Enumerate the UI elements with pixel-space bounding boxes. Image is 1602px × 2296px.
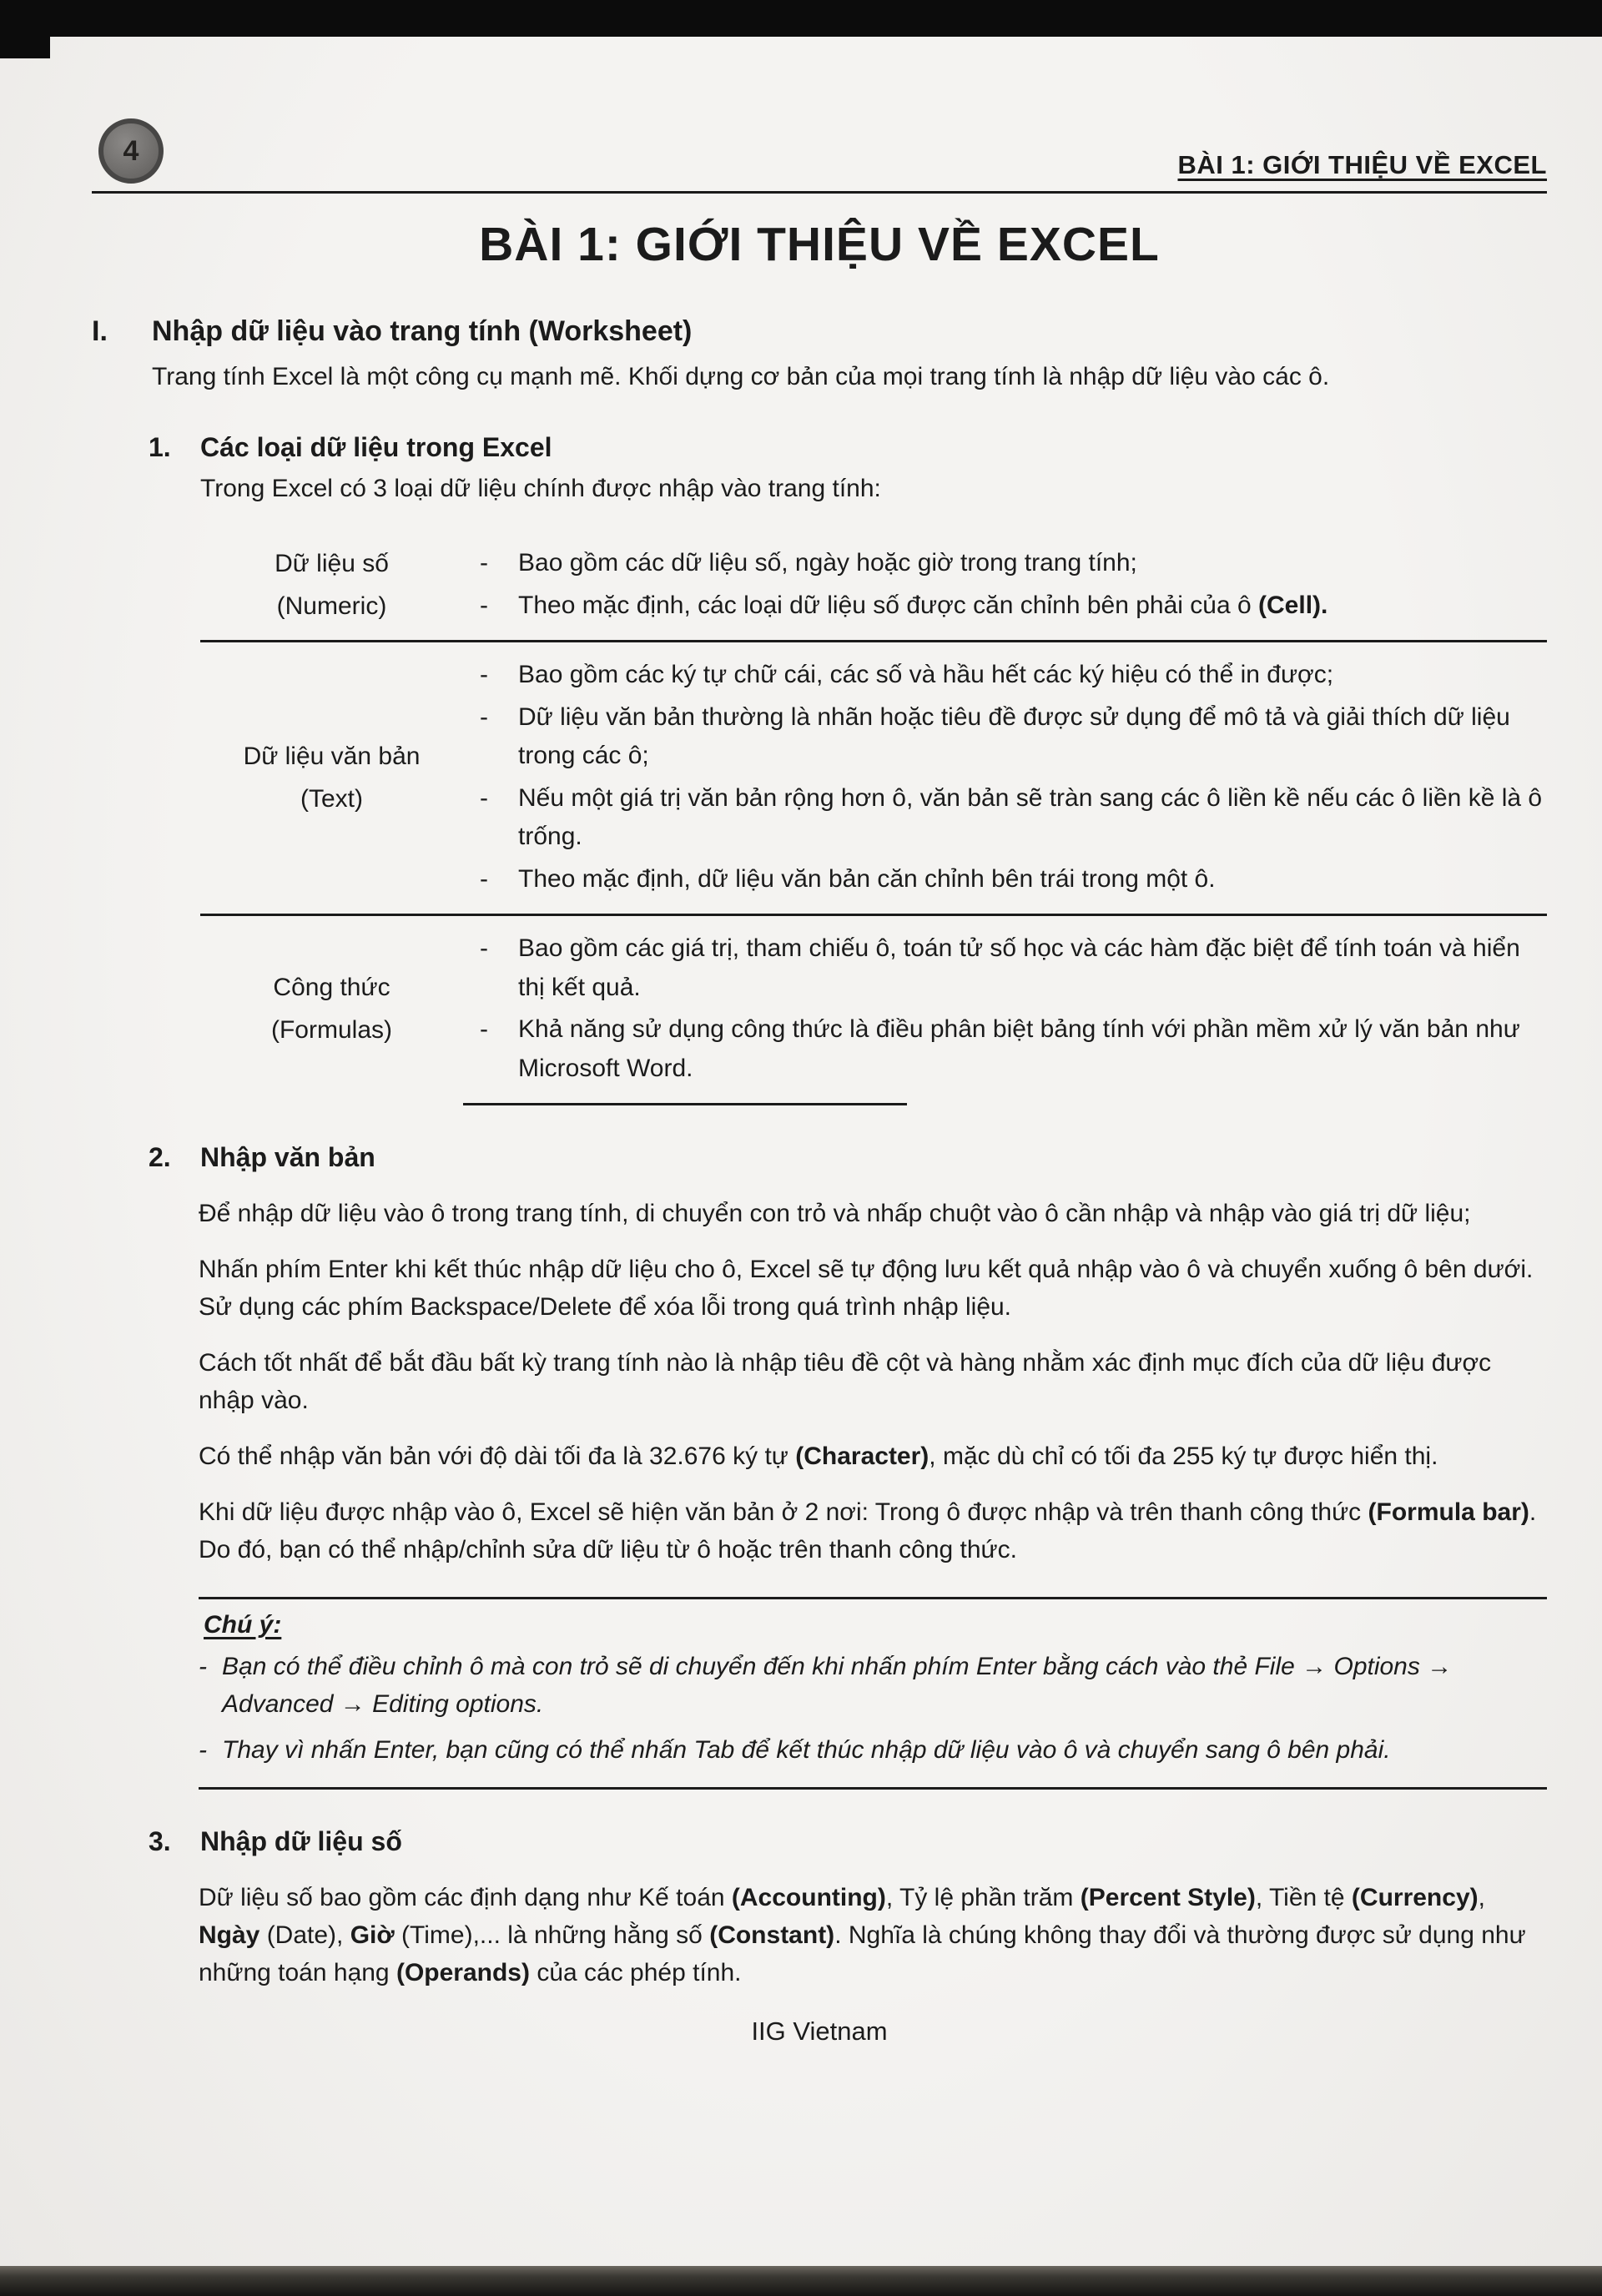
section-1-heading-row — [92, 315, 1547, 348]
header-rule — [92, 191, 1547, 194]
section-1-heading: Nhập dữ liệu vào trang tính (Worksheet) — [152, 315, 693, 347]
table-row-label-line: (Numeric) — [276, 592, 387, 620]
subsection-1-heading-row — [149, 432, 1547, 463]
subsection-3-heading-row — [149, 1826, 1547, 1857]
list-item — [480, 860, 1547, 899]
paragraph: Nhấn phím Enter khi kết thúc nhập dữ liệu cho ô, Excel sẽ tự động lưu kết quả nhập vào ô và chuyển xuống ô bên dưới. Sử dụng các phím Backspace/Delete để xóa lỗi trong quá trình nhập liệu. — [199, 1256, 1534, 1321]
paragraph: Khi dữ liệu được nhập vào ô, Excel sẽ hiện văn bản ở 2 nơi: Trong ô được nhập và trên thanh công thức (Formula bar). Do đó, bạn có thể nhập/chỉnh sửa dữ liệu từ ô hoặc trên thanh công thức. — [199, 1498, 1537, 1563]
table-row-label-line: Dữ liệu số — [275, 549, 389, 577]
table-bottom-rule — [463, 1103, 907, 1105]
subsection-2-heading: Nhập văn bản — [200, 1142, 375, 1172]
note-item — [199, 1648, 1547, 1723]
list-item — [480, 779, 1547, 857]
table-row-text — [200, 642, 1547, 916]
table-row-bullets — [463, 541, 1547, 628]
note-text: Bạn có thể điều chỉnh ô mà con trỏ sẽ di chuyển đến khi nhấn phím Enter bằng cách vào thẻ File → Options → Advanced → Editing options. — [222, 1653, 1453, 1718]
table-row-numeric — [200, 531, 1547, 642]
table-row-label-line: Công thức — [273, 974, 390, 1001]
bullet-text: Bao gồm các ký tự chữ cái, các số và hầu hết các ký hiệu có thể in được; — [518, 661, 1334, 688]
table-row-label-line: (Formulas) — [270, 1016, 392, 1044]
bullet-dash: - — [480, 934, 488, 962]
scan-top-edge — [0, 0, 1602, 37]
note-text: Thay vì nhấn Enter, bạn cũng có thể nhấn Tab để kết thúc nhập dữ liệu vào ô và chuyển sang ô bên phải. — [222, 1736, 1391, 1764]
list-item — [480, 1010, 1547, 1088]
bullet-dash: - — [480, 864, 488, 893]
table-row-label — [200, 652, 463, 902]
bullet-text: Theo mặc định, các loại dữ liệu số được căn chỉnh bên phải của ô (Cell). — [518, 591, 1328, 619]
table-row-label-line: Dữ liệu văn bản — [243, 742, 421, 770]
section-1-intro: Trang tính Excel là một công cụ mạnh mẽ. Khối dựng cơ bản của mọi trang tính là nhập dữ liệu vào các ô. — [152, 363, 1330, 390]
table-row-label — [200, 541, 463, 628]
bullet-dash: - — [480, 702, 488, 731]
table-row-label — [200, 926, 463, 1091]
bullet-dash: - — [199, 1653, 207, 1680]
table-row-bullets — [463, 652, 1547, 902]
subsection-2-number: 2. — [149, 1142, 171, 1172]
running-header: BÀI 1: GIỚI THIỆU VỀ EXCEL — [1177, 150, 1547, 179]
list-item — [480, 698, 1547, 776]
bullet-dash: - — [480, 591, 488, 619]
subsection-1-intro: Trong Excel có 3 loại dữ liệu chính được nhập vào trang tính: — [200, 475, 881, 502]
list-item — [480, 929, 1547, 1007]
list-item — [480, 587, 1547, 626]
subsection-1-number: 1. — [149, 432, 171, 462]
data-types-table — [200, 531, 1547, 1105]
subsection-2-heading-row — [149, 1142, 1547, 1173]
bullet-text: Bao gồm các dữ liệu số, ngày hoặc giờ trong trang tính; — [518, 549, 1137, 577]
bullet-text: Nếu một giá trị văn bản rộng hơn ô, văn bản sẽ tràn sang các ô liền kề nếu các ô liền kề là ô trống. — [518, 783, 1543, 850]
section-1-numeral: I. — [92, 315, 108, 347]
note-item — [199, 1731, 1547, 1769]
note-block — [199, 1597, 1547, 1790]
page-title: BÀI 1: GIỚI THIỆU VỀ EXCEL — [479, 218, 1160, 271]
table-row-bullets — [463, 926, 1547, 1091]
page-number: 4 — [123, 134, 139, 167]
table-row-formulas — [200, 916, 1547, 1103]
bullet-text: Theo mặc định, dữ liệu văn bản căn chỉnh bên trái trong một ô. — [518, 864, 1216, 893]
bullet-dash: - — [480, 661, 488, 688]
subsection-1-heading: Các loại dữ liệu trong Excel — [200, 432, 552, 462]
list-item — [480, 656, 1547, 695]
bullet-dash: - — [480, 783, 488, 812]
page-number-badge — [98, 118, 164, 184]
paragraph: Để nhập dữ liệu vào ô trong trang tính, di chuyển con trỏ và nhấp chuột vào ô cần nhập và nhập vào giá trị dữ liệu; — [199, 1200, 1471, 1227]
scan-top-left-corner — [0, 0, 50, 58]
subsection-3-number: 3. — [149, 1826, 171, 1856]
page-footer: IIG Vietnam — [751, 2017, 888, 2046]
bullet-text: Dữ liệu văn bản thường là nhãn hoặc tiêu đề được sử dụng để mô tả và giải thích dữ liệu trong các ô; — [518, 702, 1510, 769]
paragraph: Dữ liệu số bao gồm các định dạng như Kế toán (Accounting), Tỷ lệ phần trăm (Percent Style), Tiền tệ (Currency), Ngày (Date), Giờ (Time),... là những hằng số (Constant). Nghĩa là chúng không thay đổi và thường được sử dụng như những toán hạng (Operands) của các phép tính. — [199, 1884, 1526, 1986]
list-item — [480, 544, 1547, 583]
note-heading: Chú ý: — [204, 1611, 282, 1639]
bullet-dash: - — [480, 1015, 488, 1043]
scan-bottom-edge — [0, 2266, 1602, 2296]
subsection-3-heading: Nhập dữ liệu số — [200, 1826, 402, 1856]
paragraph: Cách tốt nhất để bắt đầu bất kỳ trang tính nào là nhập tiêu đề cột và hàng nhằm xác định mục đích của dữ liệu được nhập vào. — [199, 1349, 1492, 1414]
bullet-dash: - — [199, 1736, 207, 1764]
bullet-dash: - — [480, 549, 488, 577]
bullet-text: Bao gồm các giá trị, tham chiếu ô, toán tử số học và các hàm đặc biệt để tính toán và hiển thị kết quả. — [518, 934, 1520, 1001]
bullet-text: Khả năng sử dụng công thức là điều phân biệt bảng tính với phần mềm xử lý văn bản như Microsoft Word. — [518, 1015, 1520, 1082]
table-row-label-line: (Text) — [300, 784, 363, 813]
paragraph: Có thể nhập văn bản với độ dài tối đa là 32.676 ký tự (Character), mặc dù chỉ có tối đa 255 ký tự được hiển thị. — [199, 1443, 1438, 1470]
